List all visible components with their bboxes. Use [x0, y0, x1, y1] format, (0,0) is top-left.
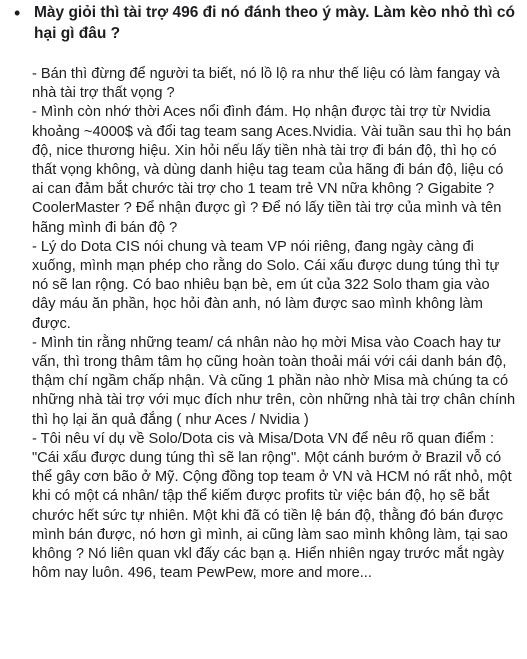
post-headline: Mày giỏi thì tài trợ 496 đi nó đánh theo ý mày. Làm kèo nhỏ thì có hại gì đâu ?	[34, 4, 515, 42]
paragraph-1: - Bán thì đừng để người ta biết, nó lồ lộ ra như thế liệu có làm fangay và nhà tài trợ thất vọng ?	[32, 66, 501, 102]
headline-row	[10, 2, 517, 44]
paragraph-4: - Mình tin rằng những team/ cá nhân nào họ mời Misa vào Coach hay tư vấn, thì trong thâm tâm họ cũng hoàn toàn thoải mái với cái danh bán độ, thậm chí ngầm chấp nhận. Và cũng 1 phần nào nhờ Misa mà chúng ta có những nhà tài trợ với mục đích như trên, còn những nhà tài trợ chân chính thì họ lại ăn quả đắng ( như Aces / Nvidia )	[32, 334, 516, 428]
paragraph-3: - Lý do Dota CIS nói chung và team VP nói riêng, đang ngày càng đi xuống, mình mạn phép cho rằng do Solo. Cái xấu được dung túng thì tự nó sẽ lan rộng. Có bao nhiêu bạn bè, em út của 322 Solo tham gia vào dây máu ăn phần, học hỏi đàn anh, nó làm được sao mình không làm được.	[32, 238, 500, 332]
paragraph-5: - Tôi nêu ví dụ về Solo/Dota cis và Misa/Dota VN để nêu rõ quan điểm : "Cái xấu được dung túng thì sẽ lan rộng". Một cánh bướm ở Brazil vỗ có thể gây cơn bão ở Mỹ. Cộng đồng top team ở VN và HCM nó rất nhỏ, một khi có một cá nhân/ tập thể kiếm được profits từ việc bán độ, họ sẽ bắt chước hết sức tự nhiên. Một khi đã có tiền lệ bán độ, thằng đó bán được mình bán được, nó hơn gì mình, ai cũng làm sao mình không làm, tại sao không ? Nó liên quan vkl đấy các bạn ạ. Hiển nhiên ngay trước mắt ngày hôm nay luôn. 496, team PewPew, more and more...	[32, 430, 512, 582]
bullet-icon: •	[14, 3, 21, 23]
paragraph-2: - Mình còn nhớ thời Aces nổi đình đám. Họ nhận được tài trợ từ Nvidia khoảng ~4000$ và đổi tag team sang Aces.Nvidia. Vài tuần sau thì họ bán độ, nice thương hiệu. Xin hỏi nếu lấy tiền nhà tài trợ đi bán độ, thì họ có thất vọng không, và dùng danh hiệu tag team của hãng đi bán độ, liệu có ai can đảm bắt chước tài trợ cho 1 team trẻ VN nữa không ? Gigabite ? CoolerMaster ? Để nhận được gì ? Để nó lấy tiền tài trợ của mình và tên hãng mình đi bán độ ?	[32, 104, 512, 236]
post-body	[32, 65, 517, 583]
